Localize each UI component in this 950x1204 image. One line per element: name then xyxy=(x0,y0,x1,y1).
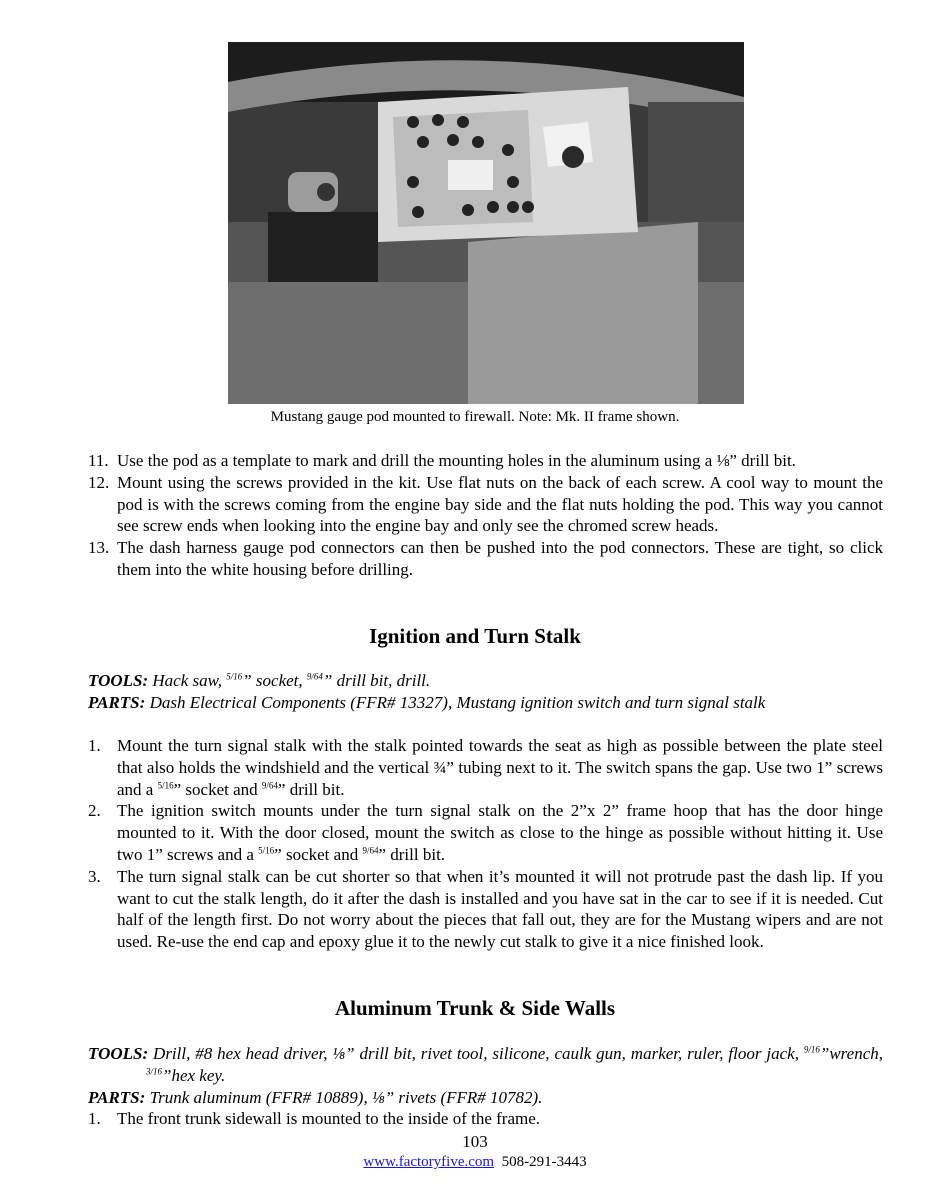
ignition-tools-parts xyxy=(88,670,883,714)
pod-steps-list xyxy=(88,450,883,581)
parts-line: PARTS: Dash Electrical Components (FFR# 13327), Mustang ignition switch and turn signal stalk xyxy=(88,692,766,712)
list-item: 1. The front trunk sidewall is mounted to the inside of the frame. xyxy=(88,1109,541,1128)
tools-line: TOOLS: Drill, #8 hex head driver, ⅛” drill bit, rivet tool, silicone, caulk gun, marker, ruler, floor jack, $^{9/16}$”wrench, $^{3/16}$”hex key. xyxy=(88,1044,883,1085)
list-item: 1. Mount the turn signal stalk with the stalk pointed towards the seat as high as possible between the plate steel that also holds the windshield and the vertical ¾” tubing next to it. The switch spans the gap. Use two 1” screws and a $^{5/16}$” socket and $^{9/64}$” drill bit. xyxy=(88,736,883,799)
footer-contact xyxy=(0,1154,950,1171)
tools-line: TOOLS: Hack saw, $^{5/16}$” socket, $^{9/64}$” drill bit, drill. xyxy=(88,671,431,690)
website-link[interactable]: www.factoryfive.com xyxy=(363,1154,495,1170)
item-text: The dash harness gauge pod connectors can then be pushed into the pod connectors. These are tight, so click them into the white housing before drilling. xyxy=(117,538,883,579)
trunk-tools-parts xyxy=(88,1043,883,1108)
item-number: 11. xyxy=(88,451,109,470)
item-number: 13. xyxy=(88,538,110,558)
list-item xyxy=(88,472,883,537)
page-number: 103 xyxy=(462,1132,488,1151)
section-heading-trunk: Aluminum Trunk & Side Walls xyxy=(334,996,616,1020)
gauge-pod-photo xyxy=(228,42,744,404)
section-heading-ignition: Ignition and Turn Stalk xyxy=(369,624,581,648)
list-item: 2. The ignition switch mounts under the turn signal stalk on the 2”x 2” frame hoop that has the door hinge mounted to it. With the door closed, mount the switch as close to the hinge as possible without hitting it. Use two 1” screws and a $^{5/16}$” socket and $^{9/64}$” drill bit. xyxy=(88,801,883,864)
trunk-steps-list xyxy=(88,1108,883,1130)
list-item: 11. Use the pod as a template to mark and drill the mounting holes in the aluminum using a ⅛” drill bit. xyxy=(88,451,796,470)
figure-caption: Mustang gauge pod mounted to firewall. Note: Mk. II frame shown. xyxy=(270,409,680,425)
ignition-steps-list xyxy=(88,735,883,953)
parts-line: PARTS: Trunk aluminum (FFR# 10889), ⅛” rivets (FFR# 10782). xyxy=(88,1087,543,1107)
list-item: 3. The turn signal stalk can be cut shorter so that when it’s mounted it will not protrude past the dash lip. If you want to cut the stalk length, do it after the dash is installed and you have sat in the car to see if it is needed. Cut half of the length first. Do not worry about the pieces that fall out, they are for the Mustang wipers and are not used. Re-use the end cap and epoxy glue it to the newly cut stalk to give it a nice finished look. xyxy=(88,866,883,952)
list-item xyxy=(88,537,883,581)
item-text: Mount using the screws provided in the kit. Use flat nuts on the back of each screw. A cool way to mount the pod is with the screws coming from the engine bay side and the flat nuts holding the pod. This way you cannot see screw ends when looking into the engine bay and only see the chromed screw heads. xyxy=(117,472,883,536)
phone-number: 508-291-3443 xyxy=(501,1154,587,1170)
item-number: 12. xyxy=(88,472,110,492)
